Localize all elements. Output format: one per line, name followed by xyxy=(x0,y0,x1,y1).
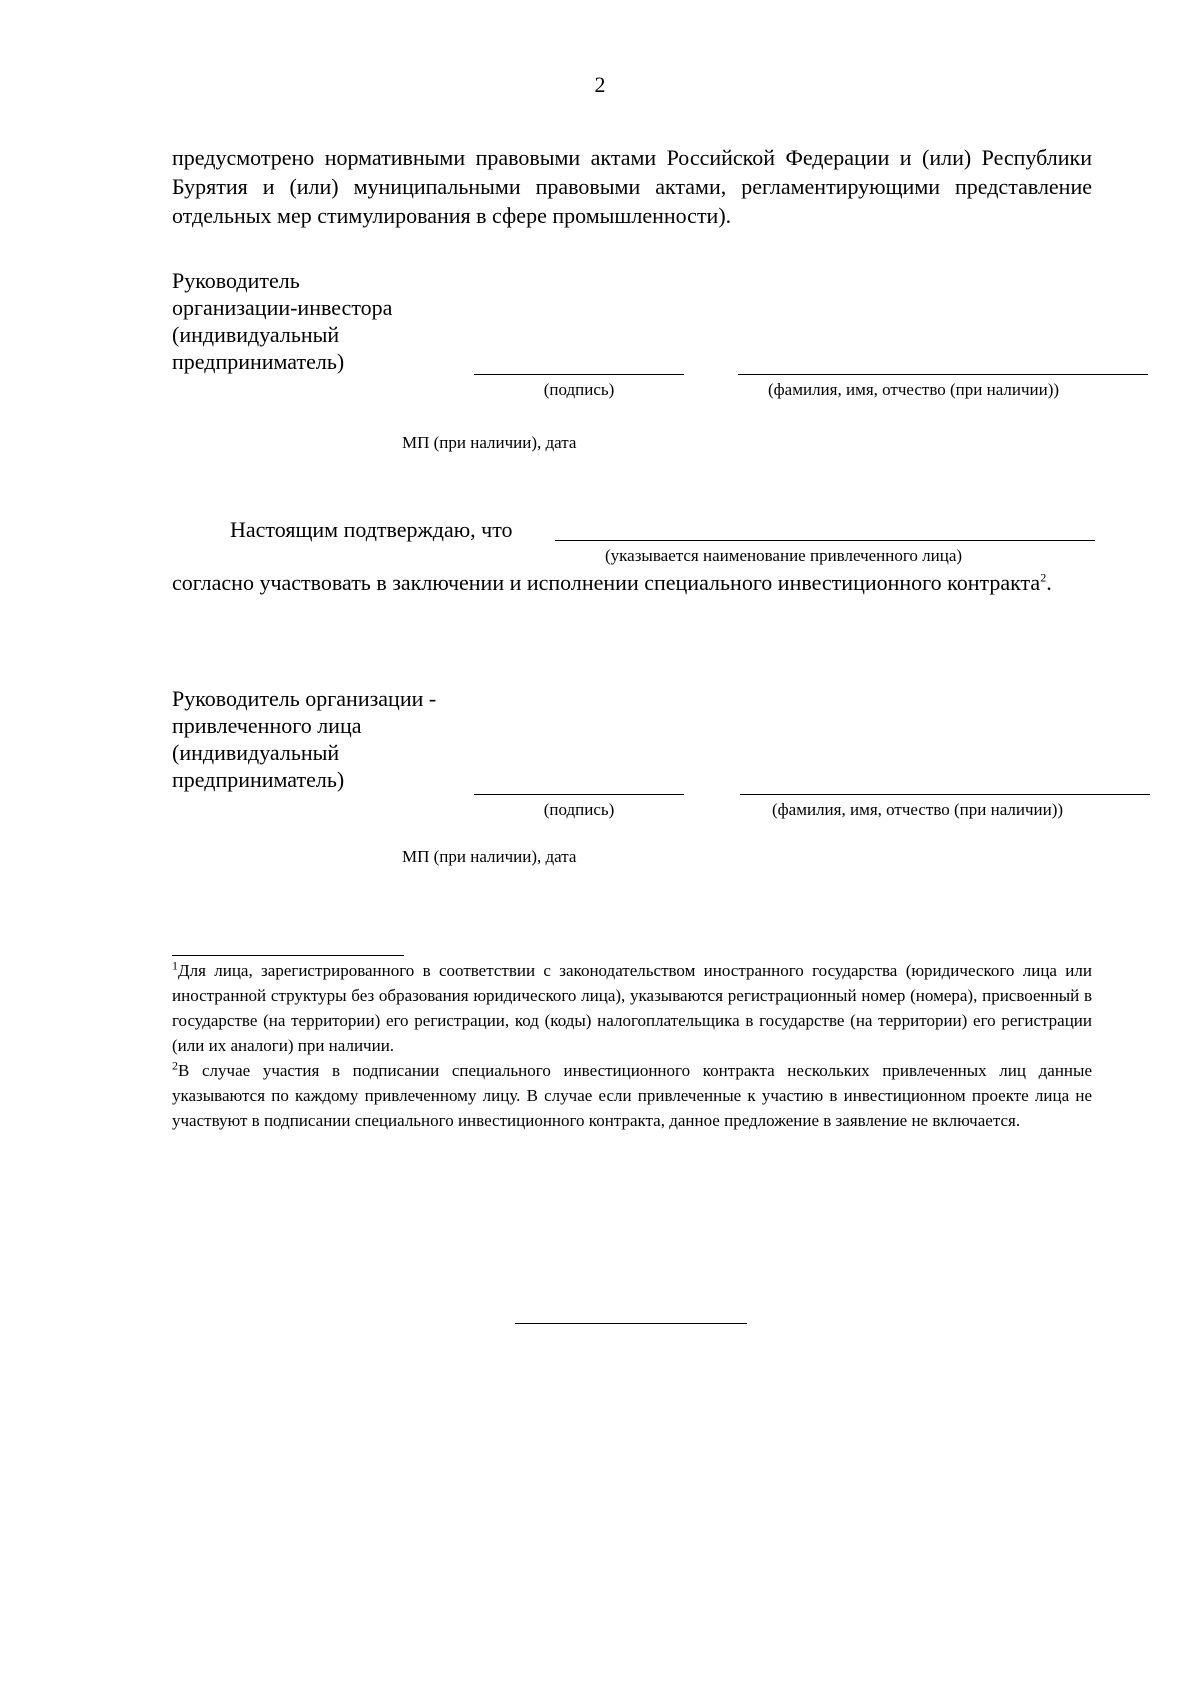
attracted-title-line: привлеченного лица xyxy=(172,713,362,738)
footnote-2-text: В случае участия в подписании специального инвестиционного контракта нескольких привлеченных лиц данные указываются по каждому привлеченному лицу. В случае если привлеченные к участию в инвестиционном проекте лица не участвуют в подписании специального инвестиционного контракта, данное предложение в заявление не включается. xyxy=(172,1061,1092,1130)
attracted-signature-caption: (подпись) xyxy=(543,800,615,819)
investor-title-line: Руководитель xyxy=(172,268,300,293)
confirmation-text xyxy=(172,568,1092,597)
investor-name-caption: (фамилия, имя, отчество (при наличии)) xyxy=(768,380,1060,399)
investor-name-line xyxy=(738,374,1148,375)
footnote-1-text: Для лица, зарегистрированного в соответствии с законодательством иностранного государства (юридического лица или иностранной структуры без образования юридического лица), указываются регистрационный номер (номера), присвоенный в государстве (на территории) его регистрации, код (коды) налогоплательщика в государстве (на территории) его регистрации (или их аналоги) при наличии. xyxy=(172,961,1092,1055)
footnote-2-mark: 2 xyxy=(172,1058,178,1073)
investor-stamp-date: МП (при наличии), дата xyxy=(402,433,577,452)
attracted-title-line: (индивидуальный xyxy=(172,740,340,765)
attracted-title-line: Руководитель организации - xyxy=(172,686,437,711)
footnote-1 xyxy=(172,958,1092,1058)
footnote-1-mark: 1 xyxy=(172,958,178,973)
investor-title-line: предприниматель) xyxy=(172,349,345,374)
attracted-name-field-line xyxy=(555,540,1095,541)
end-of-document-rule xyxy=(515,1323,747,1324)
attracted-name-line xyxy=(740,794,1150,795)
attracted-signature-line xyxy=(474,794,684,795)
footnote-separator xyxy=(172,955,404,956)
attracted-stamp-date: МП (при наличии), дата xyxy=(402,847,577,866)
attracted-name-caption-2: (фамилия, имя, отчество (при наличии)) xyxy=(772,800,1064,819)
confirmation-lead: Настоящим подтверждаю, что xyxy=(230,517,513,542)
investor-title xyxy=(172,267,392,375)
footnote-ref-2: 2 xyxy=(1040,570,1047,585)
confirmation-end: . xyxy=(1046,570,1052,595)
investor-title-line: организации-инвестора xyxy=(172,295,393,320)
page-number: 2 xyxy=(594,72,606,97)
confirmation-body: согласно участвовать в заключении и исполнении специального инвестиционного контракта xyxy=(172,570,1041,595)
investor-signature-line xyxy=(474,374,684,375)
attracted-title xyxy=(172,685,436,793)
attracted-title-line: предприниматель) xyxy=(172,767,345,792)
footnote-2 xyxy=(172,1058,1092,1133)
intro-paragraph: предусмотрено нормативными правовыми актами Российской Федерации и (или) Республики Бурятия и (или) муниципальными правовыми актами, регламентирующими представление отдельных мер стимулирования в сфере промышленности). xyxy=(172,145,1092,228)
attracted-name-caption: (указывается наименование привлеченного лица) xyxy=(605,546,963,565)
investor-title-line: (индивидуальный xyxy=(172,322,340,347)
investor-signature-caption: (подпись) xyxy=(543,380,615,399)
